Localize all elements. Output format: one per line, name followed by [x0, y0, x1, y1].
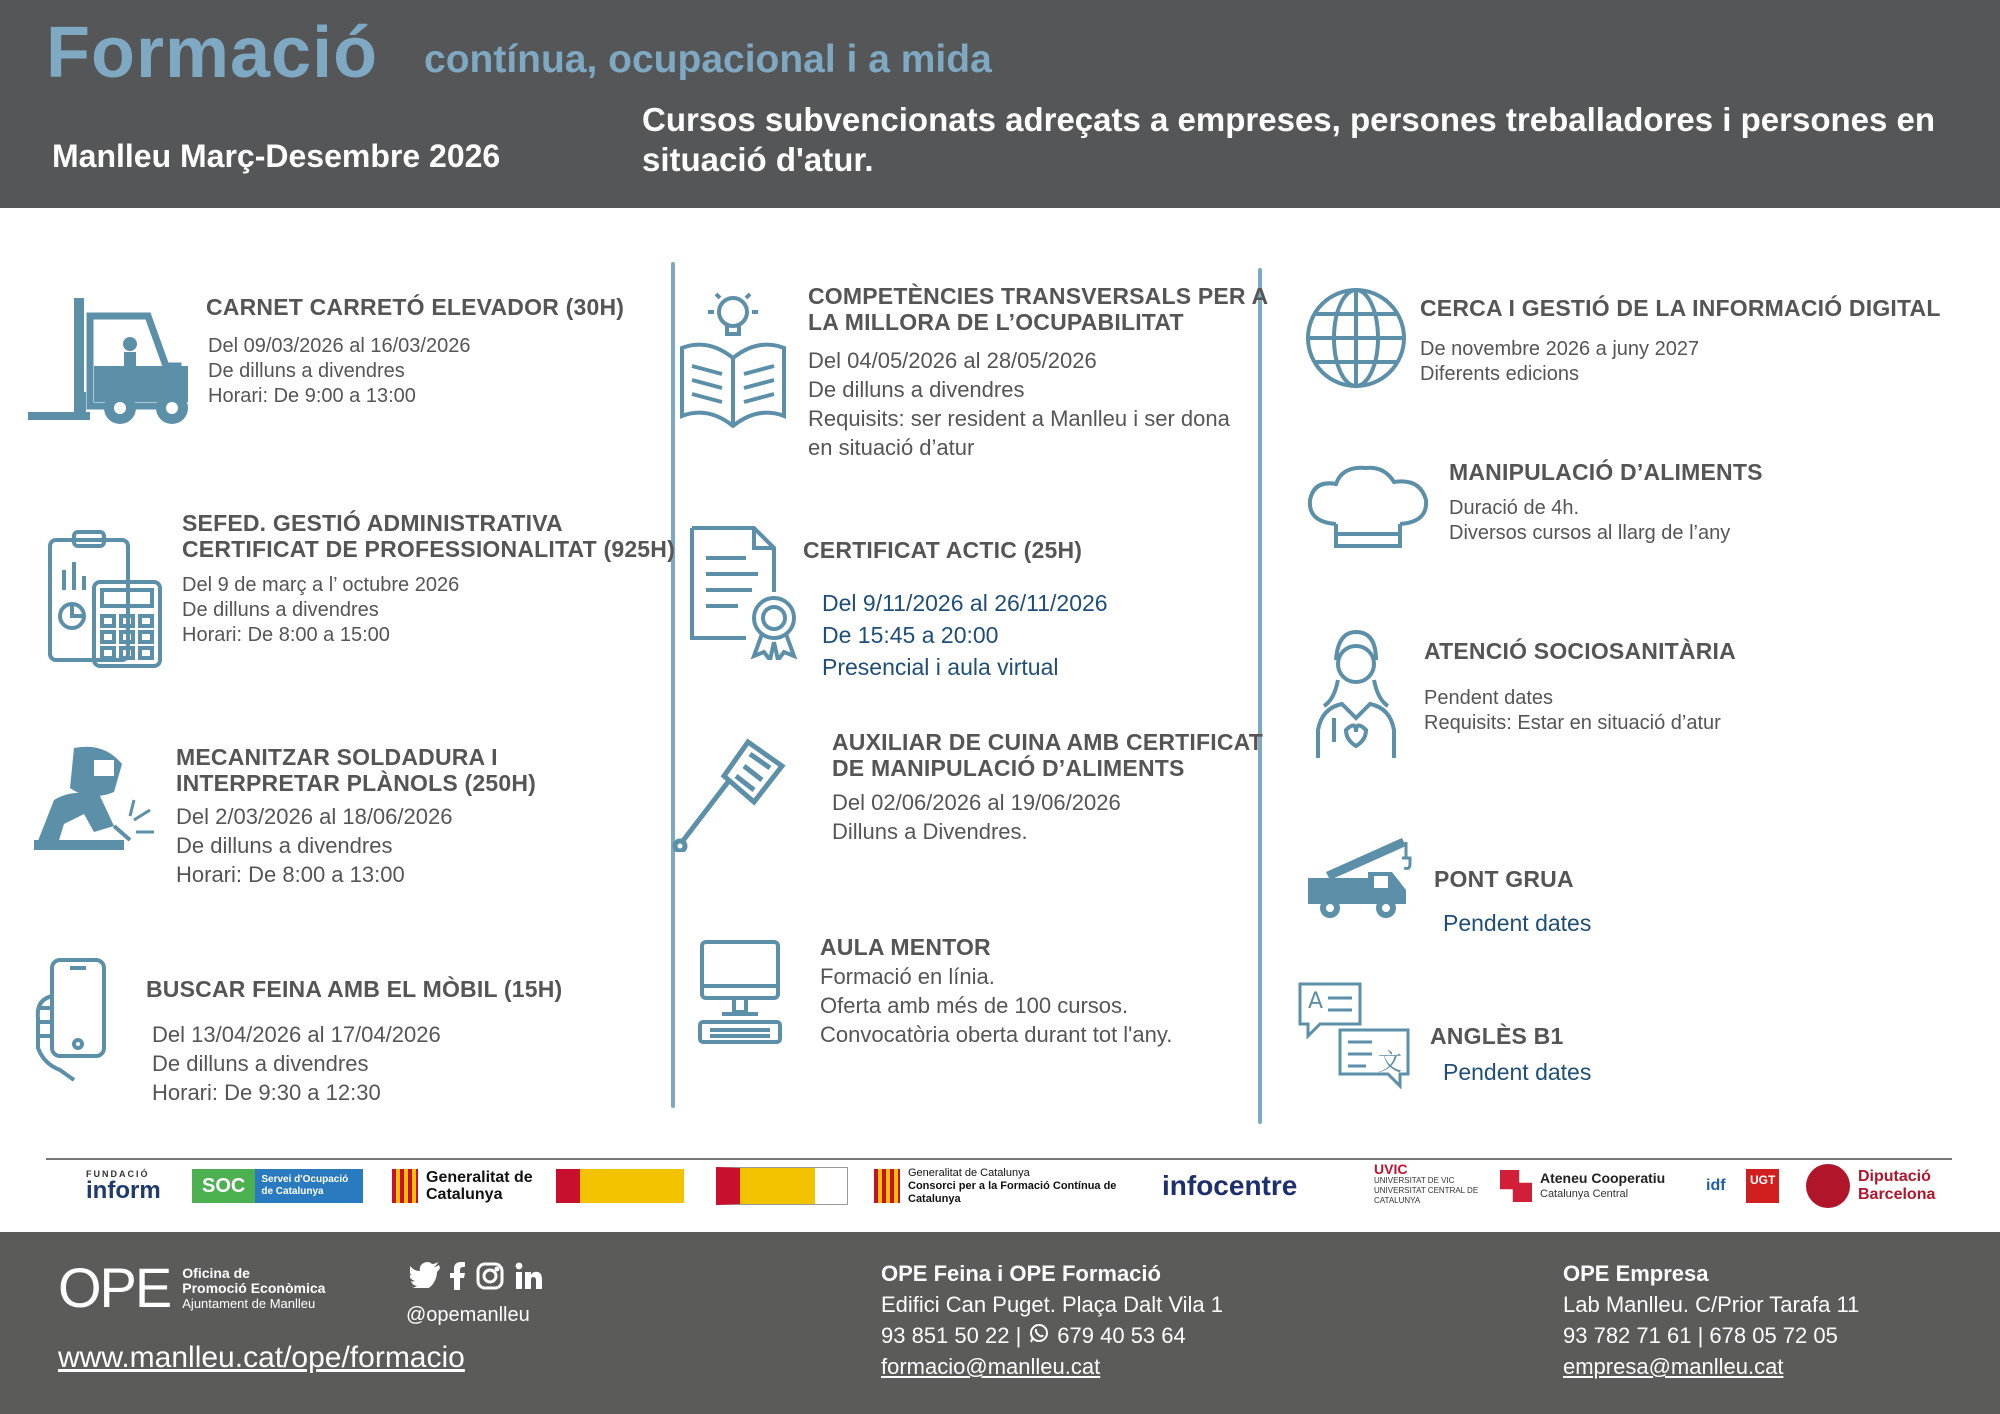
course-title-aliments: MANIPULACIÓ D’ALIMENTS	[1449, 459, 1763, 485]
linkedin-icon[interactable]	[514, 1262, 542, 1295]
tagline: Cursos subvencionats adreçats a empreses, persones treballadores i persones en situació d'atur.	[642, 101, 1936, 178]
welder-icon	[34, 740, 154, 860]
logo-consorci: Generalitat de Catalunya Consorci per a la Formació Contínua de Catalunya	[874, 1166, 1128, 1206]
consorci-emblem-icon	[874, 1169, 900, 1203]
course-title-competencies: COMPETÈNCIES TRANSVERSALS PER A LA MILLORA DE L’OCUPABILITAT	[808, 283, 1269, 335]
course-info-competencies: Del 04/05/2026 al 28/05/2026 De dilluns a divendres Requisits: ser resident a Manlleu i ser dona en situació d’atur	[808, 348, 1230, 460]
empresa-phones[interactable]: 93 782 71 61 | 678 05 72 05	[1563, 1323, 1838, 1348]
ope-logo: OPE Oficina de Promoció Econòmica Ajuntament de Manlleu	[58, 1256, 326, 1319]
course-title-angles: ANGLÈS B1	[1430, 1023, 1564, 1049]
footer	[0, 1232, 2000, 1414]
book-lightbulb-icon	[678, 288, 788, 428]
course-info-digital: De novembre 2026 a juny 2027 Diferents edicions	[1420, 338, 1700, 385]
course-info-cuina: Del 02/06/2026 al 19/06/2026 Dilluns a Divendres.	[832, 790, 1121, 844]
facebook-icon[interactable]	[450, 1262, 466, 1295]
course-title-mobil: BUSCAR FEINA AMB EL MÒBIL (15H)	[146, 976, 563, 1002]
empresa-address: Lab Manlleu. C/Prior Tarafa 11	[1563, 1292, 1860, 1317]
empresa-title: OPE Empresa	[1563, 1261, 1709, 1286]
ministerio-educacion-emblem-icon	[556, 1169, 684, 1203]
course-info-mentor: Formació en línia. Oferta amb més de 100 cursos. Convocatòria oberta durant tot l'any.	[820, 964, 1173, 1047]
course-info-sefed: Del 9 de març a l’ octubre 2026 De dilluns a divendres Horari: De 8:00 a 15:00	[182, 574, 460, 646]
spatula-icon	[672, 736, 792, 852]
crane-truck-icon	[1306, 832, 1414, 920]
computer-icon	[698, 938, 782, 1046]
logo-idf: idf	[1706, 1177, 1726, 1194]
logo-soc: SOC Servei d'Ocupació de Catalunya	[192, 1166, 363, 1206]
course-title-actic: CERTIFICAT ACTIC (25H)	[803, 537, 1083, 563]
calculator-clipboard-icon	[46, 530, 164, 670]
feina-phones	[881, 1320, 1186, 1351]
logos-rule	[46, 1158, 1952, 1160]
whatsapp-icon	[1029, 1320, 1049, 1351]
course-title-cuina: AUXILIAR DE CUINA AMB CERTIFICAT DE MANIPULACIÓ D’ALIMENTS	[832, 729, 1264, 781]
globe-icon	[1304, 286, 1408, 390]
ministerio-empleo-emblem-icon	[716, 1167, 848, 1205]
course-info-socio: Pendent dates Requisits: Estar en situació d’atur	[1424, 687, 1721, 734]
course-info-mobil: Del 13/04/2026 al 17/04/2026 De dilluns a divendres Horari: De 9:30 a 12:30	[152, 1022, 441, 1105]
course-title-mentor: AULA MENTOR	[820, 934, 991, 960]
twitter-icon[interactable]	[410, 1262, 440, 1295]
translate-icon	[1296, 980, 1412, 1090]
course-title-soldadura: MECANITZAR SOLDADURA I INTERPRETAR PLÀNOLS (250H)	[176, 744, 537, 796]
logo-infocentre: infocentre	[1162, 1170, 1298, 1201]
feina-email-link[interactable]: formacio@manlleu.cat	[881, 1354, 1101, 1379]
course-info-soldadura: Del 2/03/2026 al 18/06/2026 De dilluns a divendres Horari: De 8:00 a 13:00	[176, 804, 453, 887]
certificate-icon	[688, 524, 806, 660]
ateneu-emblem-icon	[1500, 1170, 1532, 1202]
course-title-carreto: CARNET CARRETÓ ELEVADOR (30H)	[206, 294, 625, 320]
feina-address: Edifici Can Puget. Plaça Dalt Vila 1	[881, 1292, 1223, 1317]
course-info-angles: Pendent dates	[1443, 1059, 1592, 1085]
svg-text:A: A	[1308, 989, 1324, 1014]
nurse-icon	[1312, 630, 1400, 762]
chef-hat-icon	[1306, 464, 1432, 554]
social-handle[interactable]: @opemanlleu	[406, 1304, 530, 1326]
course-title-socio: ATENCIÓ SOCIOSANITÀRIA	[1424, 638, 1736, 664]
diputacio-emblem-icon	[1806, 1164, 1850, 1208]
feina-phone[interactable]: 93 851 50 22 |	[881, 1323, 1022, 1348]
course-info-aliments: Duració de 4h. Diversos cursos al llarg de l’any	[1449, 497, 1731, 544]
feina-title: OPE Feina i OPE Formació	[881, 1261, 1161, 1286]
instagram-icon[interactable]	[476, 1262, 504, 1295]
column-divider-1	[671, 262, 675, 1108]
course-title-digital: CERCA I GESTIÓ DE LA INFORMACIÓ DIGITAL	[1420, 295, 1941, 321]
course-info-grua: Pendent dates	[1443, 910, 1592, 936]
logo-ministerio-educacion	[556, 1166, 684, 1206]
forklift-icon	[28, 296, 193, 426]
social-icons	[410, 1262, 542, 1295]
column-divider-2	[1258, 268, 1262, 1124]
logo-diputacio: Diputació Barcelona	[1806, 1166, 1958, 1206]
phone-hand-icon	[32, 956, 124, 1082]
course-title-sefed: SEFED. GESTIÓ ADMINISTRATIVA CERTIFICAT DE PROFESSIONALITAT (925H)	[182, 510, 675, 562]
empresa-email-link[interactable]: empresa@manlleu.cat	[1563, 1354, 1784, 1379]
course-info-actic: Del 9/11/2026 al 26/11/2026 De 15:45 a 20:00 Presencial i aula virtual	[822, 590, 1108, 680]
generalitat-emblem-icon	[392, 1169, 418, 1203]
logo-ateneu: Ateneu Cooperatiu Catalunya Central	[1500, 1166, 1665, 1206]
feina-whatsapp[interactable]: 679 40 53 64	[1057, 1323, 1186, 1348]
logo-uvic: UVIC UNIVERSITAT DE VIC UNIVERSITAT CENTRAL DE CATALUNYA	[1374, 1161, 1479, 1205]
logo-ugt: UGT	[1746, 1166, 1779, 1206]
logo-ministerio-empleo	[716, 1166, 848, 1206]
place-dates: Manlleu Març-Desembre 2026	[52, 138, 501, 174]
website-link[interactable]: www.manlleu.cat/ope/formacio	[58, 1341, 465, 1374]
svg-text:文: 文	[1378, 1048, 1402, 1076]
course-info-carreto: Del 09/03/2026 al 16/03/2026 De dilluns a divendres Horari: De 9:00 a 13:00	[208, 335, 471, 407]
logo-fundacio-inform: FUNDACIÓ inform	[86, 1168, 161, 1204]
course-title-grua: PONT GRUA	[1434, 866, 1574, 892]
page-subtitle: contínua, ocupacional i a mida	[424, 38, 992, 81]
logo-generalitat: Generalitat de Catalunya	[392, 1166, 536, 1206]
header	[0, 0, 2000, 208]
page-title: Formació	[46, 13, 379, 93]
